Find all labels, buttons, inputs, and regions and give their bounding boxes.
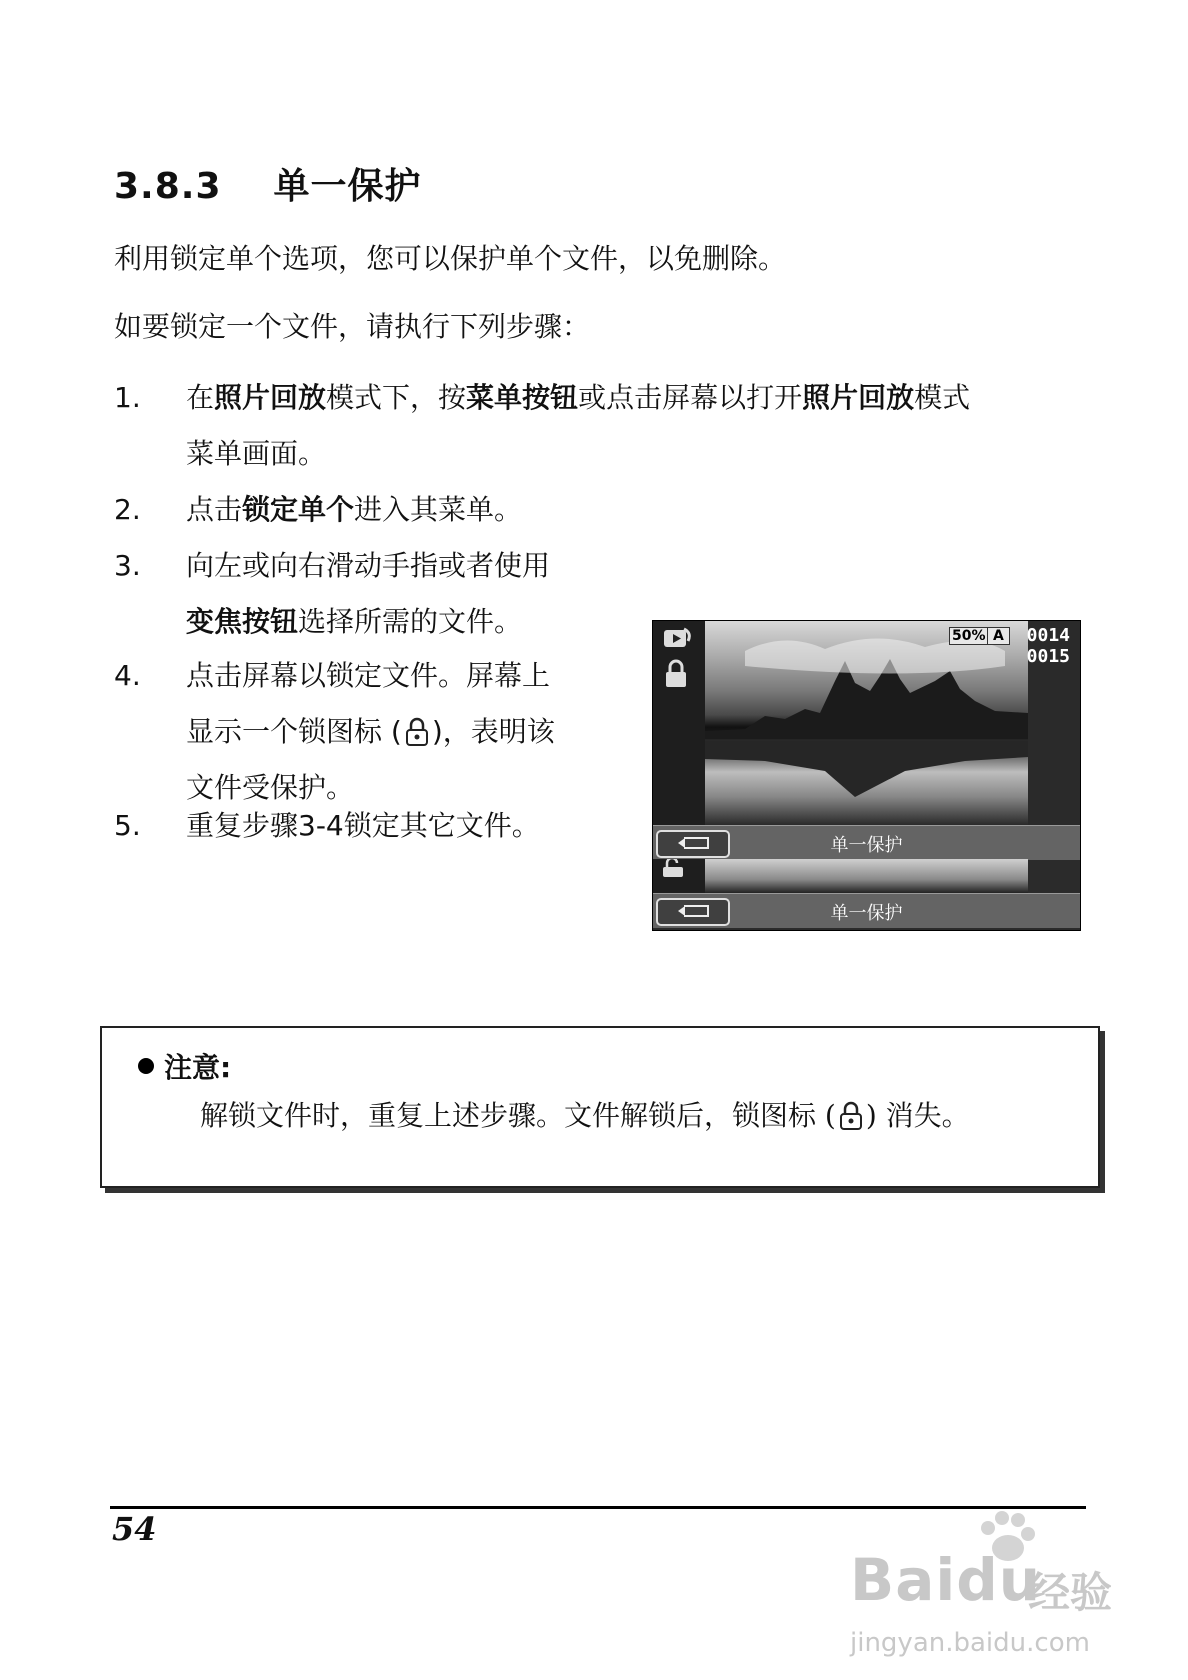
left-toolbar-2: [653, 859, 705, 893]
step-text: [186, 370, 970, 482]
note-text-before: 解锁文件时，重复上述步骤。文件解锁后，锁图标 (: [200, 1099, 836, 1132]
step-number: 4.: [114, 659, 141, 692]
step-line: [186, 704, 555, 760]
step-keyword: 照片回放: [802, 381, 915, 414]
step-line: [186, 594, 550, 650]
menu-bar-2: [653, 893, 1080, 928]
step-segment: )，表明该: [431, 715, 555, 748]
intro-paragraph-2: 如要锁定一个文件，请执行下列步骤：: [114, 310, 591, 343]
mode-indicator: A: [987, 627, 1010, 645]
note-title: [138, 1046, 231, 1086]
step-segment: 或点击屏幕以打开: [578, 381, 803, 414]
section-heading: [114, 158, 422, 209]
step-segment: 模式下，按: [326, 381, 467, 414]
watermark: [850, 1510, 1130, 1670]
step-segment: 模式: [914, 381, 971, 414]
note-text: [200, 1094, 970, 1134]
photo-preview-2: [705, 859, 1028, 893]
lock-icon: [402, 715, 432, 748]
menu-label-1: 单一保护: [830, 835, 903, 856]
step-line: [186, 426, 970, 482]
step-keyword: 锁定单个: [242, 493, 355, 526]
step-text: [186, 648, 555, 816]
step-segment: 重复步骤3-4锁定其它文件。: [186, 809, 540, 842]
camera-screenshot: [652, 620, 1081, 931]
step-text: [186, 798, 540, 854]
left-toolbar: [653, 621, 705, 825]
note-text-after: ) 消失。: [865, 1099, 970, 1132]
step-line: [186, 370, 970, 426]
lock-icon[interactable]: [663, 659, 689, 689]
file-counter: [1027, 625, 1070, 667]
step-segment: 向左或向右滑动手指或者使用: [186, 549, 551, 582]
step-number: 5.: [114, 809, 141, 842]
unlock-icon[interactable]: [661, 859, 685, 877]
intro-paragraph-1: 利用锁定单个选项，您可以保护单个文件，以免删除。: [114, 242, 787, 275]
step-number: 3.: [114, 549, 141, 582]
step-text: [186, 538, 550, 650]
section-number: 3.8.3: [114, 166, 222, 207]
counter-bottom: 0015: [1026, 646, 1070, 667]
watermark-cn: 经验: [1028, 1568, 1113, 1617]
step-segment: 选择所需的文件。: [298, 605, 523, 638]
step-number: 1.: [114, 381, 141, 414]
step-line: [186, 482, 522, 538]
step-keyword: 菜单按钮: [466, 381, 579, 414]
step-segment: 显示一个锁图标 (: [186, 715, 402, 748]
step-segment: 点击屏幕以锁定文件。屏幕上: [186, 659, 551, 692]
section-title: 单一保护: [273, 166, 422, 207]
page-number: 54: [112, 1510, 157, 1548]
step-keyword: 照片回放: [214, 381, 327, 414]
watermark-url: jingyan.baidu.com: [850, 1628, 1090, 1658]
menu-bar-1: [653, 825, 1080, 860]
note-box: [100, 1026, 1100, 1188]
step-segment: 点击: [186, 493, 243, 526]
note-title-text: 注意:: [164, 1051, 232, 1084]
step-segment: 在: [186, 381, 215, 414]
step-text: [186, 482, 522, 538]
menu-label-2: 单一保护: [830, 903, 903, 924]
step-number: 2.: [114, 493, 141, 526]
counter-top: 0014: [1026, 625, 1070, 646]
step-segment: 进入其菜单。: [354, 493, 523, 526]
step-line: [186, 538, 550, 594]
bullet-icon: [138, 1058, 154, 1074]
step-keyword: 变焦按钮: [186, 605, 299, 638]
zoom-indicator: 50%: [949, 627, 989, 645]
step-segment: 菜单画面。: [186, 437, 327, 470]
photo-preview: [705, 621, 1028, 825]
lock-icon: [838, 1101, 864, 1131]
step-segment: 文件受保护。: [186, 771, 355, 804]
watermark-logo: Baidu: [850, 1546, 1042, 1614]
playback-icon[interactable]: [663, 627, 693, 651]
footer-rule: [110, 1506, 1086, 1509]
step-line: [186, 648, 555, 704]
step-line: [186, 798, 540, 854]
